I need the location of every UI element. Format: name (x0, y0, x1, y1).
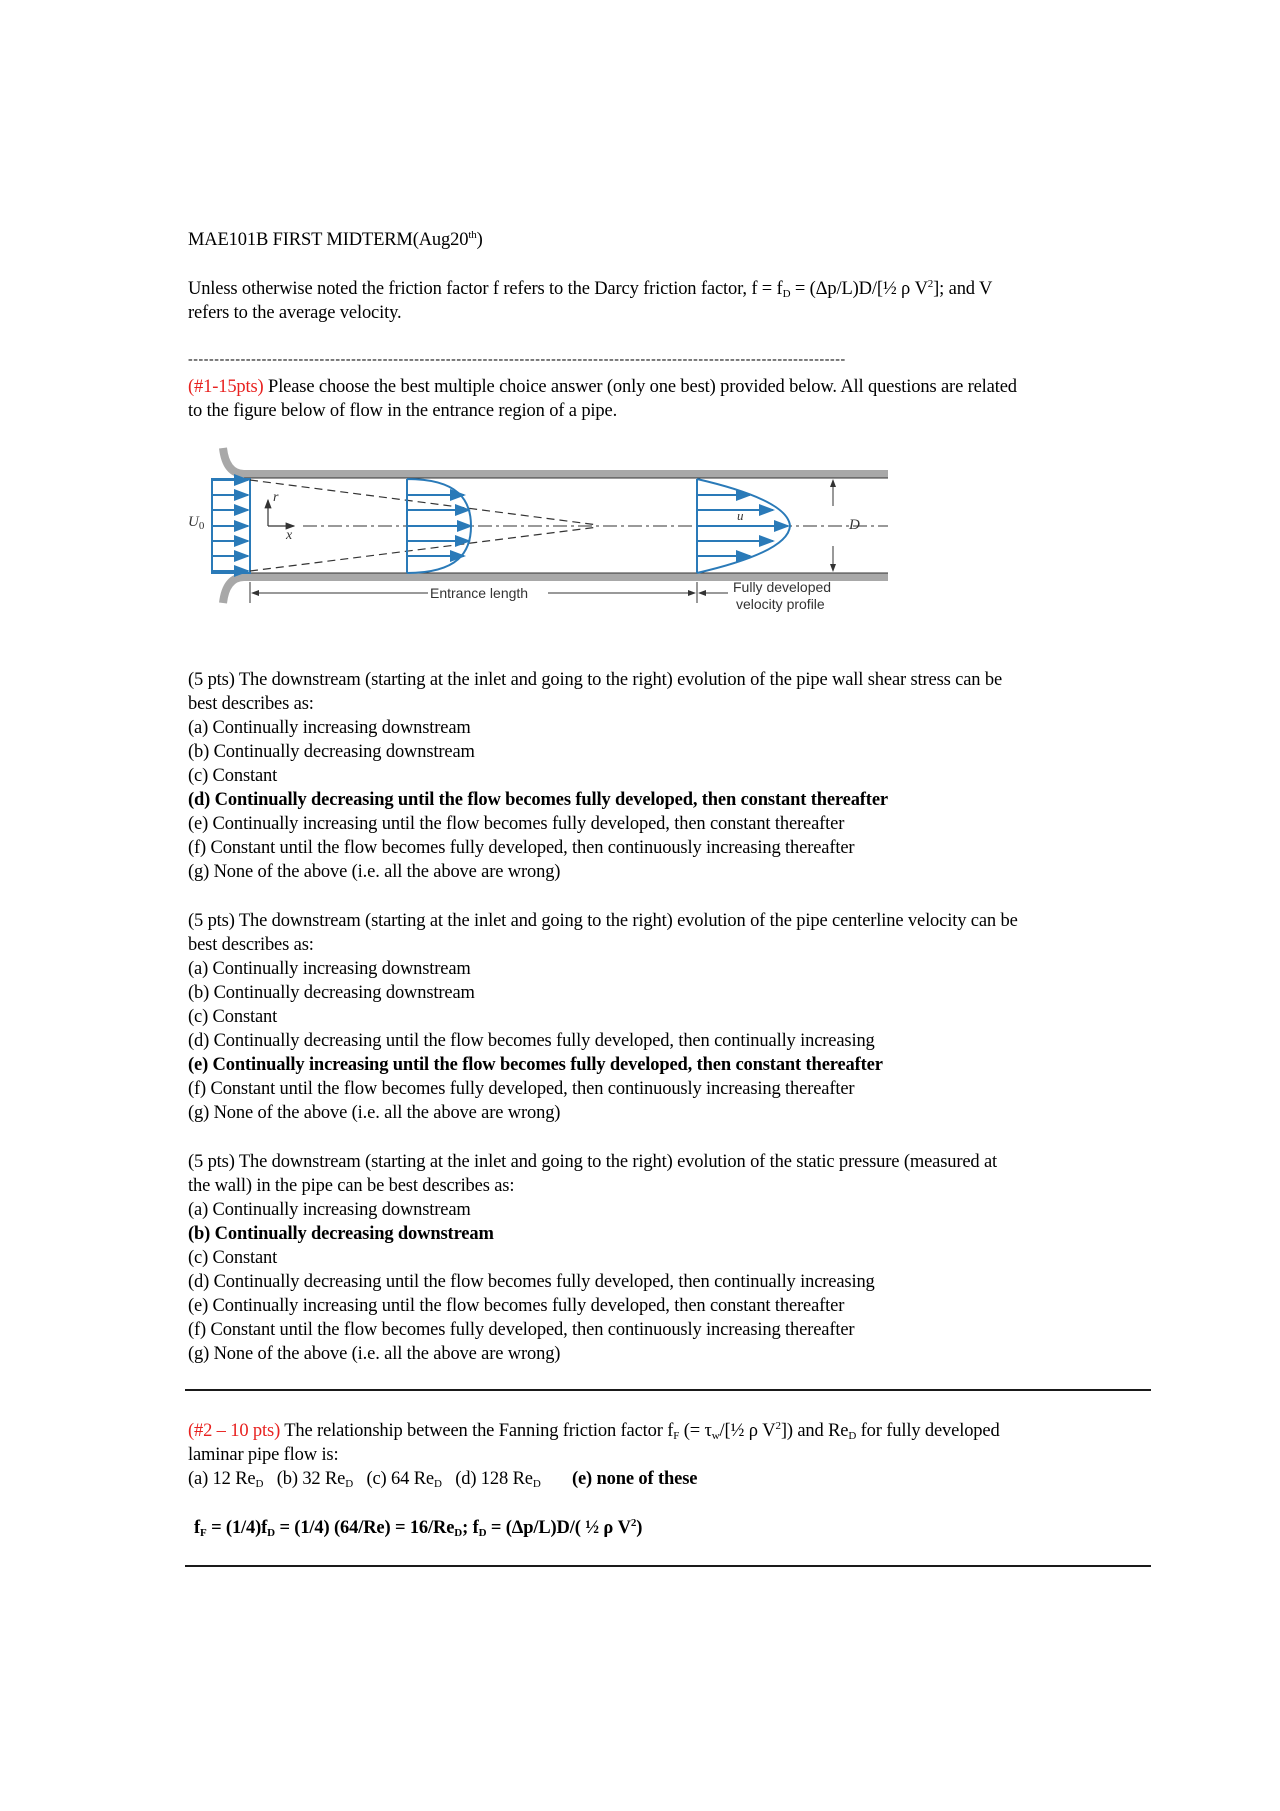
option-c: (c) 64 $Re_D$ (366, 1469, 442, 1490)
option-d-answer: (d) Continually decreasing until the flow becomes fully developed, then constant thereafter (188, 790, 888, 810)
dashed-separator: ----------------------------------------------------------------------------------------------------------------------------- (188, 352, 846, 367)
option-d: (d) Continually decreasing until the flow becomes fully developed, then continually increasing (188, 1272, 875, 1292)
option-c: (c) Constant (188, 1248, 278, 1268)
option-g: (g) None of the above (i.e. all the above are wrong) (188, 1344, 561, 1364)
option-f: (f) Constant until the flow becomes fully developed, then continuously increasing thereafter (188, 838, 855, 858)
question-stem: (5 pts) The downstream (starting at the inlet and going to the right) evolution of the pipe wall shear stress can be (188, 670, 1003, 690)
entrance-length-label: Entrance length (430, 585, 529, 601)
option-a: (a) Continually increasing downstream (188, 718, 471, 738)
option-b: (b) Continually decreasing downstream (188, 742, 475, 762)
problem1-tag: (#1-15pts) (188, 377, 264, 397)
inlet-velocity-label: $U_0$ (188, 514, 205, 532)
option-a: (a) Continually increasing downstream (188, 1200, 471, 1220)
problem2-tag: (#2 – 10 pts) (188, 1421, 281, 1441)
option-c: (c) Constant (188, 766, 278, 786)
pipe-entrance-figure (188, 440, 888, 630)
option-g: (g) None of the above (i.e. all the above are wrong) (188, 862, 561, 882)
fully-developed-label: Fully developed velocity profile (733, 579, 832, 612)
option-g: (g) None of the above (i.e. all the above are wrong) (188, 1103, 561, 1123)
option-a: (a) 12 $Re_D$ (188, 1469, 264, 1490)
intro-line-2: refers to the average velocity. (188, 303, 402, 323)
problem2 (188, 1419, 1000, 1491)
axis-x-label: x (286, 528, 293, 543)
option-a: (a) Continually increasing downstream (188, 959, 471, 979)
question-stem: (5 pts) The downstream (starting at the inlet and going to the right) evolution of the pipe centerline velocity can be (188, 911, 1018, 931)
question-static-pressure (188, 1150, 997, 1366)
problem2-solution: $f_F = (1/4)f_D = (1/4) (64/Re) = 16/Re_D$; $f_D = (\Delta p/L)D/$( ½ ρ $V^2$) (194, 1517, 643, 1539)
question-stem: best describes as: (188, 935, 314, 955)
problem1-intro-line-1: (#1-15pts) Please choose the best multiple choice answer (only one best) provided below. All questions are related (188, 377, 1017, 397)
question-stem: best describes as: (188, 694, 314, 714)
option-f: (f) Constant until the flow becomes fully developed, then continuously increasing thereafter (188, 1320, 855, 1340)
option-f: (f) Constant until the flow becomes fully developed, then continuously increasing thereafter (188, 1079, 855, 1099)
question-stem: (5 pts) The downstream (starting at the inlet and going to the right) evolution of the static pressure (measured at (188, 1152, 998, 1172)
question-wall-shear-stress (188, 668, 1002, 884)
problem2-stem-line-2: laminar pipe flow is: (188, 1445, 339, 1465)
option-e-answer: (e) Continually increasing until the flow becomes fully developed, then constant thereafter (188, 1055, 883, 1075)
question-centerline-velocity (188, 909, 1018, 1125)
option-e-answer: (e) none of these (571, 1469, 698, 1489)
option-d: (d) Continually decreasing until the flow becomes fully developed, then continually increasing (188, 1031, 875, 1051)
option-b-answer: (b) Continually decreasing downstream (188, 1224, 494, 1244)
axis-r-label: r (273, 490, 279, 505)
problem2-options (188, 1467, 1000, 1491)
option-b: (b) 32 $Re_D$ (276, 1469, 354, 1490)
option-d: (d) 128 $Re_D$ (455, 1469, 541, 1490)
problem2-stem-line-1: (#2 – 10 pts) The relationship between the Fanning friction factor $f_F$ (= $\tau_w/[\frac{1}{2}$ ρ $V^2$]) and $Re_D$ for fully developed (188, 1420, 1000, 1442)
problem1-intro-line-2: to the figure below of flow in the entrance region of a pipe. (188, 401, 618, 421)
question-stem: the wall) in the pipe can be best describes as: (188, 1176, 515, 1196)
profile-u-label: u (737, 508, 744, 523)
option-c: (c) Constant (188, 1007, 278, 1027)
option-e: (e) Continually increasing until the flow becomes fully developed, then constant thereafter (188, 814, 845, 834)
exam-title: MAE101B FIRST MIDTERM(Aug20th) (188, 229, 483, 250)
horizontal-rule (185, 1389, 1151, 1391)
option-b: (b) Continually decreasing downstream (188, 983, 475, 1003)
horizontal-rule (185, 1565, 1151, 1567)
intro-line-1: Unless otherwise noted the friction factor f refers to the Darcy friction factor, $f = f_D$ = (Δp/L)D/[½ ρ $V^2$]; and V (188, 278, 993, 300)
option-e: (e) Continually increasing until the flow becomes fully developed, then constant thereafter (188, 1296, 845, 1316)
diameter-label: D (849, 517, 860, 533)
